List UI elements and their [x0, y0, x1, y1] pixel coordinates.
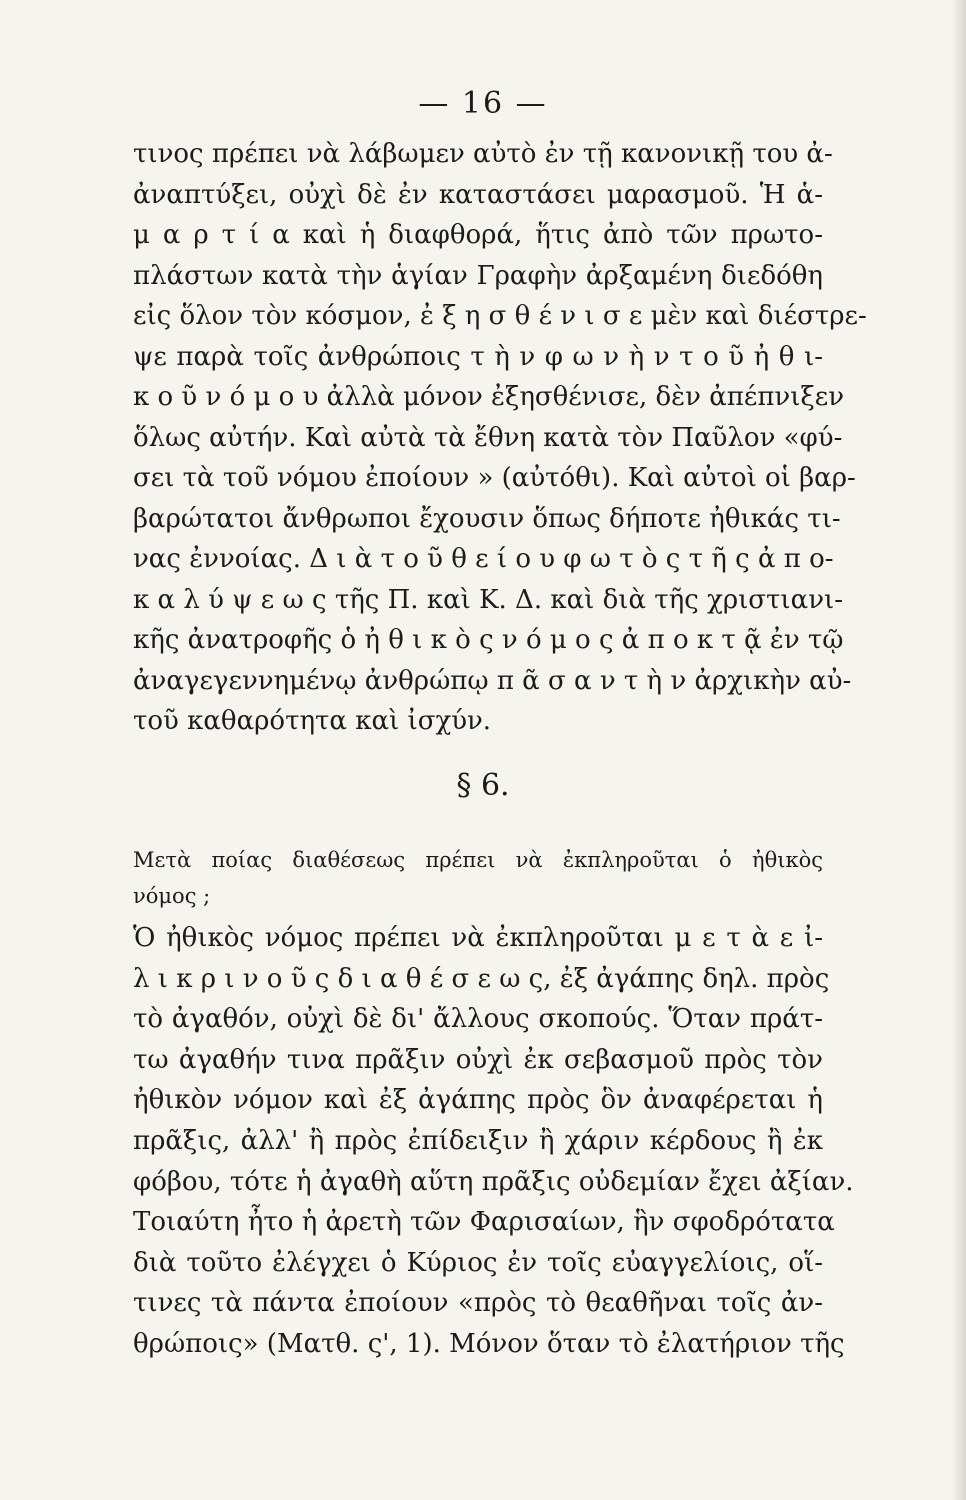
text-line: ψε παρὰ τοῖς ἀνθρώποις τ ὴ ν φ ω ν ὴ ν τ ο ῦ ἠ θ ι- [133, 341, 823, 372]
text-line: κῆς ἀνατροφῆς ὁ ἠ θ ι κ ὸ ς ν ό μ ο ς ἀ π ο κ τ ᾷ ἐν τῷ [133, 625, 844, 655]
text-line: θρώποις» (Ματθ. ς', 1). Μόνον ὅταν τὸ ἐλατήριον τῆς [133, 1328, 845, 1359]
page-edge-shadow [952, 0, 966, 1500]
section-heading: § 6. [456, 768, 510, 803]
text-line: νας ἐννοίας. Δ ι ὰ τ ο ῦ θ ε ί ο υ φ ω τ ὸ ς τ ῆ ς ἀ π ο- [133, 544, 834, 574]
paragraph-2 [133, 918, 854, 1365]
text-line: ἀναγεγεννημένῳ ἀνθρώπῳ π ᾶ σ α ν τ ὴ ν ἀρχικὴν αὐ- [133, 665, 852, 696]
text-line: εἰς ὅλον τὸν κόσμον, ἐ ξ η σ θ έ ν ι σ ε μὲν καὶ διέστρε- [133, 301, 867, 331]
text-line: πλάστων κατὰ τὴν ἁγίαν Γραφὴν ἀρξαμένη διεδόθη [133, 260, 823, 291]
question-line: νόμος ; [133, 884, 211, 908]
text-line: τω ἀγαθήν τινα πρᾶξιν οὐχὶ ἐκ σεβασμοῦ πρὸς τὸν [133, 1044, 823, 1075]
text-line: διὰ τοῦτο ἐλέγχει ὁ Κύριος ἐν τοῖς εὐαγγελίοις, οἵ- [133, 1247, 823, 1278]
text-line: τοῦ καθαρότητα καὶ ἰσχύν. [133, 706, 492, 736]
text-line: φόβου, τότε ἡ ἀγαθὴ αὕτη πρᾶξις οὐδεμίαν ἔχει ἀξίαν. [133, 1166, 854, 1197]
page-number: — 16 — [418, 86, 548, 121]
text-line: κ α λ ύ ψ ε ω ς τῆς Π. καὶ Κ. Δ. καὶ διὰ τῆς χριστιανι- [133, 584, 843, 615]
text-line: ὅλως αὐτήν. Καὶ αὐτὰ τὰ ἔθνη κατὰ τὸν Παῦλον «φύ- [133, 422, 843, 453]
text-line: Ὁ ἠθικὸς νόμος πρέπει νὰ ἐκπληροῦται μ ε τ ὰ ε ἰ- [133, 923, 823, 953]
text-line: βαρώτατοι ἄνθρωποι ἔχουσιν ὅπως δήποτε ἠθικάς τι- [133, 503, 841, 534]
paragraph-1 [133, 134, 867, 742]
text-line: ἀναπτύξει, οὐχὶ δὲ ἐν καταστάσει μαρασμοῦ. Ἡ ἁ- [133, 179, 823, 210]
text-line: τινος πρέπει νὰ λάβωμεν αὐτὸ ἐν τῇ κανονικῇ του ἀ- [133, 139, 833, 169]
question [133, 842, 823, 914]
text-line: πρᾶξις, ἀλλ' ἢ πρὸς ἐπίδειξιν ἢ χάριν κέρδους ἢ ἐκ [133, 1125, 823, 1156]
text-line: τινες τὰ πάντα ἐποίουν «πρὸς τὸ θεαθῆναι τοῖς ἀν- [133, 1288, 823, 1319]
text-line: κ ο ῦ ν ό μ ο υ ἀλλὰ μόνον ἐξησθένισε, δὲν ἀπέπνιξεν [133, 382, 845, 412]
text-line: Τοιαύτη ἦτο ἡ ἀρετὴ τῶν Φαρισαίων, ἣν σφοδρότατα [133, 1207, 835, 1238]
question-line: Μετὰ ποίας διαθέσεως πρέπει νὰ ἐκπληροῦται ὁ ἠθικὸς [133, 848, 823, 872]
text-line: σει τὰ τοῦ νόμου ἐποίουν » (αὐτόθι). Καὶ αὐτοὶ οἱ βαρ- [133, 463, 856, 493]
text-line: ἠθικὸν νόμον καὶ ἐξ ἀγάπης πρὸς ὃν ἀναφέρεται ἡ [133, 1085, 823, 1116]
text-line: λ ι κ ρ ι ν ο ῦ ς δ ι α θ έ σ ε ω ς, ἐξ ἀγάπης δηλ. πρὸς [133, 963, 830, 994]
text-line: τὸ ἀγαθόν, οὐχὶ δὲ δι' ἄλλους σκοπούς. Ὅταν πράτ- [133, 1004, 823, 1035]
text-line: μ α ρ τ ί α καὶ ἡ διαφθορά, ἥτις ἀπὸ τῶν πρωτο- [133, 220, 823, 250]
